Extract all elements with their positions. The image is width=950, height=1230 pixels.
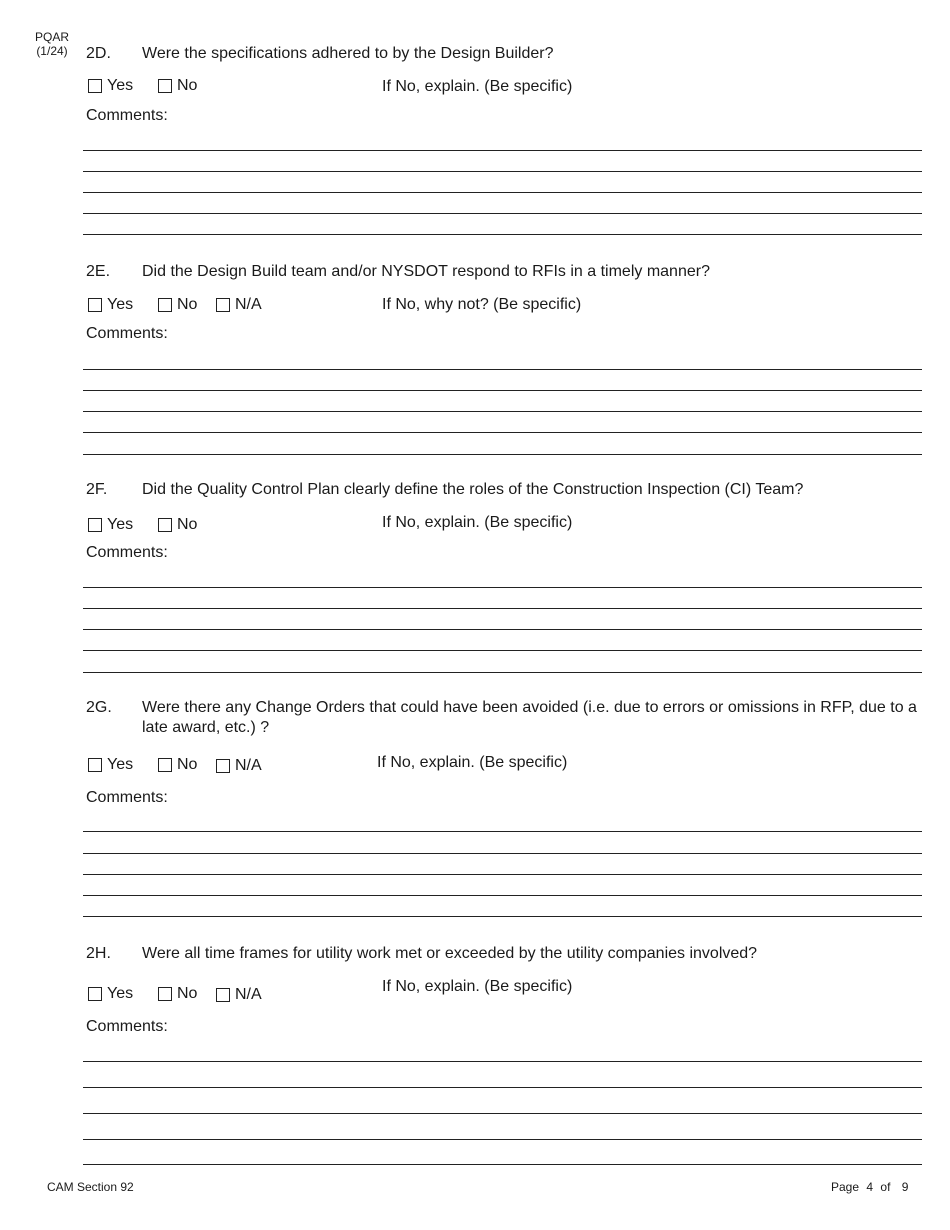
comment-line[interactable]: [83, 853, 922, 854]
question-2g-yes-option[interactable]: [88, 756, 133, 774]
question-2d-comments-label: Comments:: [86, 107, 168, 124]
no-label: No: [177, 985, 198, 1002]
question-2e-text: Did the Design Build team and/or NYSDOT respond to RFIs in a timely manner?: [142, 263, 710, 280]
no-label: No: [177, 516, 198, 533]
comment-line[interactable]: [83, 150, 922, 151]
no-label: No: [177, 296, 198, 313]
question-2e-explain-label: If No, why not? (Be specific): [382, 296, 582, 313]
comment-line[interactable]: [83, 587, 922, 588]
yes-label: Yes: [107, 985, 134, 1002]
question-2h-text: Were all time frames for utility work met or exceeded by the utility companies involved?: [142, 945, 758, 962]
question-2e-yes-option[interactable]: [88, 296, 133, 314]
comment-line[interactable]: [83, 650, 922, 651]
comment-line[interactable]: [83, 192, 922, 193]
question-2f-comments-label: Comments:: [86, 544, 168, 561]
page-number: 4: [866, 1180, 874, 1194]
comment-line[interactable]: [83, 454, 922, 455]
question-2g-na-option[interactable]: [216, 757, 262, 775]
question-2f-yes-option[interactable]: [88, 516, 133, 534]
question-2h-yes-checkbox[interactable]: [88, 987, 102, 1001]
form-name: PQAR: [34, 30, 69, 44]
question-2g-yes-checkbox[interactable]: [88, 758, 102, 772]
question-2f-no-option[interactable]: [158, 516, 197, 534]
question-2f-number: 2F.: [86, 481, 108, 498]
comment-line[interactable]: [83, 1061, 922, 1062]
question-2f-yes-checkbox[interactable]: [88, 518, 102, 532]
question-2d-text: Were the specifications adhered to by the Design Builder?: [142, 45, 554, 62]
question-2g-comments-label: Comments:: [86, 789, 168, 806]
form-date: (1/24): [36, 44, 68, 58]
question-2f-text: Did the Quality Control Plan clearly define the roles of the Construction Inspection (CI) Team?: [142, 481, 804, 498]
question-2e-yes-checkbox[interactable]: [88, 298, 102, 312]
question-2g-no-option[interactable]: [158, 756, 197, 774]
comment-line[interactable]: [83, 1164, 922, 1165]
comment-line[interactable]: [83, 608, 922, 609]
question-2e-no-checkbox[interactable]: [158, 298, 172, 312]
question-2e-na-option[interactable]: [216, 296, 262, 314]
question-2g-explain-label: If No, explain. (Be specific): [377, 754, 568, 771]
question-2h-comments-label: Comments:: [86, 1018, 168, 1035]
question-2f-explain-label: If No, explain. (Be specific): [382, 514, 573, 531]
question-2d-yes-option[interactable]: [88, 77, 133, 95]
yes-label: Yes: [107, 516, 134, 533]
page-total: 9: [901, 1180, 909, 1194]
comment-line[interactable]: [83, 1087, 922, 1088]
yes-label: Yes: [107, 756, 134, 773]
comment-line[interactable]: [83, 874, 922, 875]
comment-line[interactable]: [83, 916, 922, 917]
question-2e-no-option[interactable]: [158, 296, 197, 314]
no-label: No: [177, 756, 198, 773]
question-2h-no-checkbox[interactable]: [158, 987, 172, 1001]
question-2f-no-checkbox[interactable]: [158, 518, 172, 532]
question-2h-na-option[interactable]: [216, 986, 262, 1004]
question-2g-text: Were there any Change Orders that could have been avoided (i.e. due to errors or omissions in RFP, due to a late award, etc.) ?: [142, 699, 917, 736]
question-2d-no-option[interactable]: [158, 77, 197, 95]
question-2h-explain-label: If No, explain. (Be specific): [382, 978, 573, 995]
footer-page-indicator: [831, 1180, 908, 1194]
question-2d-explain-label: If No, explain. (Be specific): [382, 78, 573, 95]
comment-line[interactable]: [83, 629, 922, 630]
comment-line[interactable]: [83, 831, 922, 832]
footer-section: CAM Section 92: [47, 1180, 134, 1194]
question-2g-na-checkbox[interactable]: [216, 759, 230, 773]
na-label: N/A: [235, 986, 262, 1003]
comment-line[interactable]: [83, 390, 922, 391]
form-code: [34, 30, 70, 58]
comment-line[interactable]: [83, 1113, 922, 1114]
of-label: of: [880, 1180, 891, 1194]
comment-line[interactable]: [83, 672, 922, 673]
yes-label: Yes: [107, 77, 134, 94]
question-2g-number: 2G.: [86, 699, 112, 716]
question-2h-number: 2H.: [86, 945, 111, 962]
question-2e-comments-label: Comments:: [86, 325, 168, 342]
yes-label: Yes: [107, 296, 134, 313]
comment-line[interactable]: [83, 234, 922, 235]
comment-line[interactable]: [83, 1139, 922, 1140]
question-2h-yes-option[interactable]: [88, 985, 133, 1003]
question-2d-yes-checkbox[interactable]: [88, 79, 102, 93]
page-label: Page: [831, 1180, 860, 1194]
comment-line[interactable]: [83, 895, 922, 896]
comment-line[interactable]: [83, 213, 922, 214]
comment-line[interactable]: [83, 411, 922, 412]
comment-line[interactable]: [83, 369, 922, 370]
question-2d-number: 2D.: [86, 45, 111, 62]
question-2e-na-checkbox[interactable]: [216, 298, 230, 312]
question-2d-no-checkbox[interactable]: [158, 79, 172, 93]
question-2h-no-option[interactable]: [158, 985, 197, 1003]
no-label: No: [177, 77, 198, 94]
na-label: N/A: [235, 296, 262, 313]
question-2e-number: 2E.: [86, 263, 111, 280]
question-2g-no-checkbox[interactable]: [158, 758, 172, 772]
na-label: N/A: [235, 757, 262, 774]
question-2h-na-checkbox[interactable]: [216, 988, 230, 1002]
comment-line[interactable]: [83, 432, 922, 433]
comment-line[interactable]: [83, 171, 922, 172]
